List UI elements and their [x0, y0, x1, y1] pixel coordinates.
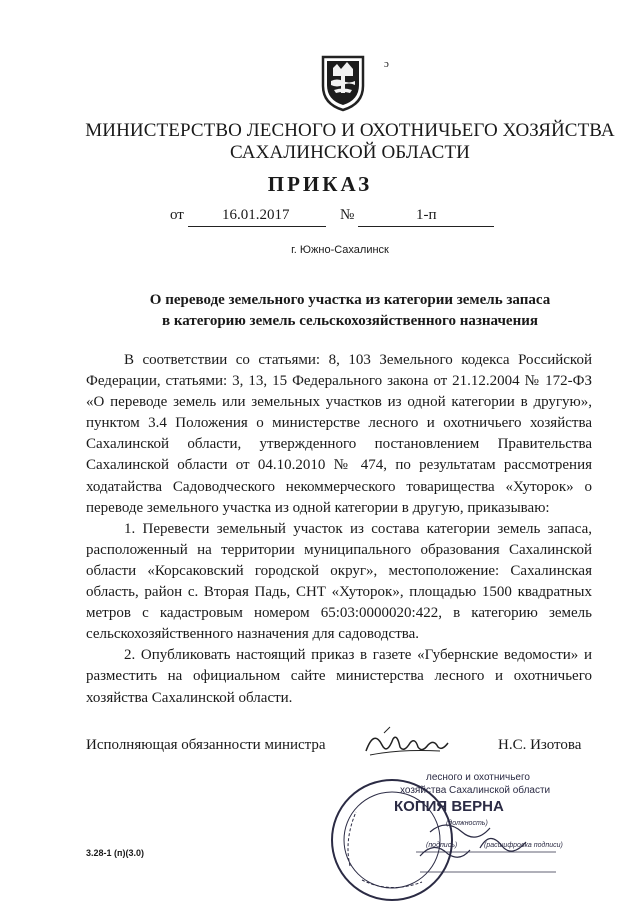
- order-number-underline: [358, 226, 494, 227]
- stamp-copy-label: КОПИЯ ВЕРНА: [394, 798, 504, 815]
- body-paragraph-item1: 1. Перевести земельный участок из состава категории земель запаса, расположенный на территории муниципального образования Сахалинской области «Корсаковский городской округ», местоположение: Сахалинская область, район с. Вторая Падь, СНТ «Хуторок», площадью 1500 квадратных метров с кадастровым номером 65:03:0000020:422, в категорию земель сельскохозяйственного назначения для садоводства.: [86, 520, 592, 643]
- stamp-region-line: хозяйства Сахалинской области: [400, 785, 551, 796]
- order-date-prefix: от: [170, 207, 184, 223]
- body-paragraph-item2: 2. Опубликовать настоящий приказ в газете «Губернские ведомости» и разместить на официальном сайте министерства лесного и охотничьего хозяйства Сахалинской области.: [86, 647, 592, 706]
- order-body: [86, 350, 592, 709]
- handwritten-signature: [360, 725, 450, 765]
- coat-of-arms-emblem: [320, 54, 366, 112]
- corner-mark: ɔ: [384, 58, 389, 70]
- form-code: 3.28-1 (п)(3.0): [86, 848, 144, 858]
- order-date-underline: [188, 226, 326, 227]
- order-city: г. Южно-Сахалинск: [291, 244, 389, 256]
- order-number: 1-п: [416, 207, 437, 223]
- stamp-position-caption: (должность): [446, 820, 488, 827]
- order-number-prefix: №: [340, 207, 355, 223]
- certified-copy-stamp: [330, 770, 563, 905]
- stamp-org-line: лесного и охотничьего: [426, 772, 530, 783]
- stamp-decoding-caption: (расшифровка подписи): [484, 842, 563, 849]
- body-paragraph-preamble: В соответствии со статьями: 8, 103 Земельного кодекса Российской Федерации, статьями: 3, 13, 15 Федерального закона от 21.12.2004 № 172-ФЗ «О переводе земель или земельных участков из одной категории в другую», пунктом 3.4 Положения о министерстве лесного и охотничьего хозяйства Сахалинской области, утвержденного постановлением Правительства Сахалинской области от 04.10.2010 № 474, по результатам рассмотрения ходатайства Садоводческого некоммерческого товарищества «Хуторок» о переводе земельного участка из одной категории в другую, приказываю:: [86, 352, 592, 516]
- order-subject-line1: О переводе земельного участка из категории земель запаса: [149, 292, 551, 308]
- order-title: ПРИКАЗ: [267, 172, 373, 196]
- signatory-role: Исполняющая обязанности министра: [86, 737, 326, 753]
- order-subject-line2: в категорию земель сельскохозяйственного назначения: [162, 313, 538, 329]
- stamp-signature-caption: (подпись): [426, 842, 458, 849]
- ministry-name-line1: МИНИСТЕРСТВО ЛЕСНОГО И ОХОТНИЧЬЕГО ХОЗЯЙСТВА: [85, 120, 615, 141]
- signatory-name: Н.С. Изотова: [498, 737, 582, 753]
- ministry-name-line2: САХАЛИНСКОЙ ОБЛАСТИ: [229, 142, 470, 163]
- order-subject: [60, 290, 640, 332]
- ministry-name: [60, 120, 640, 164]
- order-date: 16.01.2017: [222, 207, 290, 223]
